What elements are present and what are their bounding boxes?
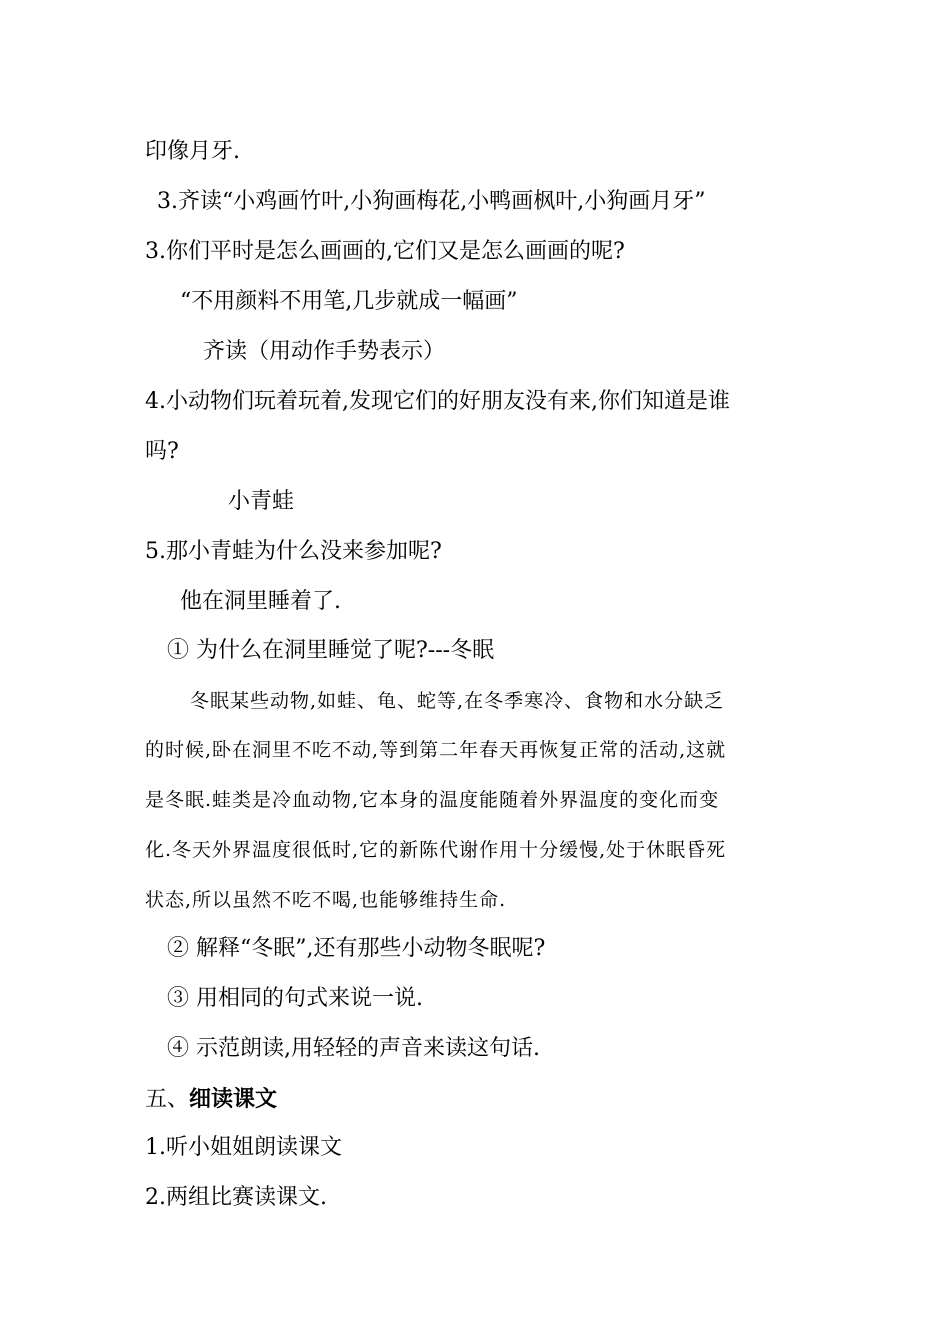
text-line: 吗?	[145, 439, 179, 464]
paragraph-line: 是冬眠.蛙类是冷血动物,它本身的温度能随着外界温度的变化而变	[145, 789, 720, 811]
section-heading	[145, 1085, 277, 1114]
paragraph-line: 的时候,卧在洞里不吃不动,等到第二年春天再恢复正常的活动,这就	[145, 739, 727, 761]
section-title: 细读课文	[189, 1086, 278, 1112]
text-line: 3.齐读“小鸡画竹叶,小狗画梅花,小鸭画枫叶,小狗画月牙”	[157, 189, 706, 214]
text-line: 2.两组比赛读课文.	[145, 1185, 327, 1210]
answer-line: 小青蛙	[228, 489, 295, 514]
paragraph-line: 化.冬天外界温度很低时,它的新陈代谢作用十分缓慢,处于休眠昏死	[145, 839, 727, 861]
quote-line: “不用颜料不用笔,几步就成一幅画”	[180, 289, 518, 314]
text-line: 5.那小青蛙为什么没来参加呢?	[145, 539, 442, 564]
numbered-item: ② 解释“冬眠”,还有那些小动物冬眠呢?	[167, 936, 546, 961]
text-line: 4.小动物们玩着玩着,发现它们的好朋友没有来,你们知道是谁	[145, 389, 730, 414]
section-number: 五、	[145, 1087, 190, 1112]
paragraph-line: 状态,所以虽然不吃不喝,也能够维持生命.	[145, 889, 507, 911]
text-line: 3.你们平时是怎么画画的,它们又是怎么画画的呢?	[145, 239, 625, 264]
answer-line: 他在洞里睡着了.	[180, 589, 341, 614]
text-line: 齐读（用动作手势表示）	[203, 339, 446, 364]
numbered-item: ① 为什么在洞里睡觉了呢?---冬眠	[167, 638, 495, 663]
numbered-item: ④ 示范朗读,用轻轻的声音来读这句话.	[167, 1036, 540, 1061]
text-line: 1.听小姐姐朗读课文	[145, 1135, 342, 1160]
numbered-item: ③ 用相同的句式来说一说.	[167, 986, 423, 1011]
text-line: 印像月牙.	[145, 139, 240, 164]
paragraph-line: 冬眠某些动物,如蛙、龟、蛇等,在冬季寒冷、食物和水分缺乏	[190, 690, 725, 712]
